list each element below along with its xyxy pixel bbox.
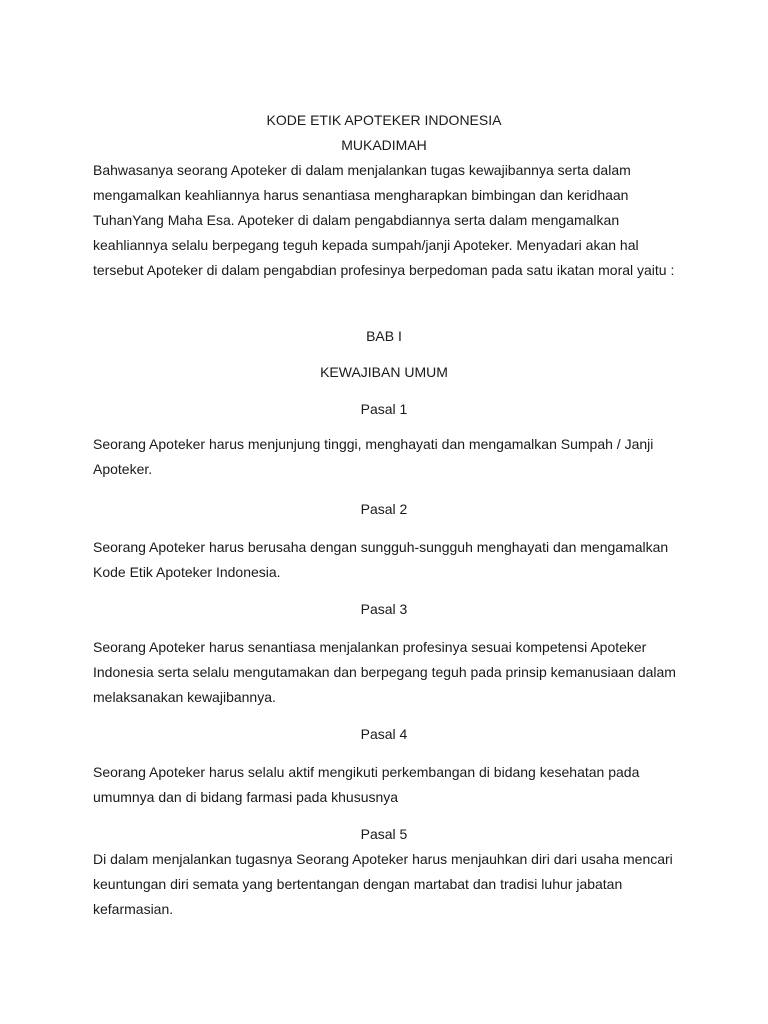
intro-line: mengamalkan keahliannya harus senantiasa mengharapkan bimbingan dan keridhaan [93, 187, 629, 203]
article-heading: Pasal 2 [360, 501, 408, 517]
intro-line: keahliannya selalu berpegang teguh kepada sumpah/janji Apoteker. Menyadari akan hal [93, 237, 639, 253]
intro-line: tersebut Apoteker di dalam pengabdian profesinya berpedoman pada satu ikatan moral yaitu : [93, 262, 675, 278]
document-subtitle: MUKADIMAH [341, 137, 427, 153]
article-line: Di dalam menjalankan tugasnya Seorang Apoteker harus menjauhkan diri dari usaha mencari [93, 851, 673, 867]
chapter-heading: BAB I [366, 328, 402, 344]
article-line: Seorang Apoteker harus menjunjung tinggi, menghayati dan mengamalkan Sumpah / Janji [93, 436, 654, 452]
article-heading: Pasal 3 [360, 601, 408, 617]
article-line: keuntungan diri semata yang bertentangan dengan martabat dan tradisi luhur jabatan [93, 876, 623, 892]
article-line: Seorang Apoteker harus senantiasa menjalankan profesinya sesuai kompetensi Apoteker [93, 639, 647, 655]
article-heading: Pasal 5 [360, 826, 408, 842]
chapter-title: KEWAJIBAN UMUM [320, 364, 448, 380]
article-line: Kode Etik Apoteker Indonesia. [93, 564, 281, 580]
article-line: Indonesia serta selalu mengutamakan dan berpegang teguh pada prinsip kemanusiaan dalam [93, 664, 676, 680]
article-heading: Pasal 1 [360, 401, 408, 417]
intro-line: TuhanYang Maha Esa. Apoteker di dalam pengabdiannya serta dalam mengamalkan [93, 212, 620, 228]
article-text [93, 432, 693, 482]
article-heading: Pasal 4 [360, 726, 408, 742]
article-text [93, 760, 693, 810]
article-line: kefarmasian. [93, 901, 174, 917]
intro-paragraph [93, 158, 693, 283]
article-line: umumnya dan di bidang farmasi pada khususnya [93, 789, 399, 805]
article-line: Seorang Apoteker harus selalu aktif mengikuti perkembangan di bidang kesehatan pada [93, 764, 640, 780]
article-line: Seorang Apoteker harus berusaha dengan sungguh-sungguh menghayati dan mengamalkan [93, 539, 669, 555]
document-title: KODE ETIK APOTEKER INDONESIA [266, 112, 502, 128]
article-text [93, 635, 693, 710]
article-line: Apoteker. [93, 461, 153, 477]
article-line: melaksanakan kewajibannya. [93, 689, 276, 705]
intro-line: Bahwasanya seorang Apoteker di dalam menjalankan tugas kewajibannya serta dalam [93, 162, 631, 178]
article-text [93, 847, 693, 922]
article-text [93, 535, 693, 585]
